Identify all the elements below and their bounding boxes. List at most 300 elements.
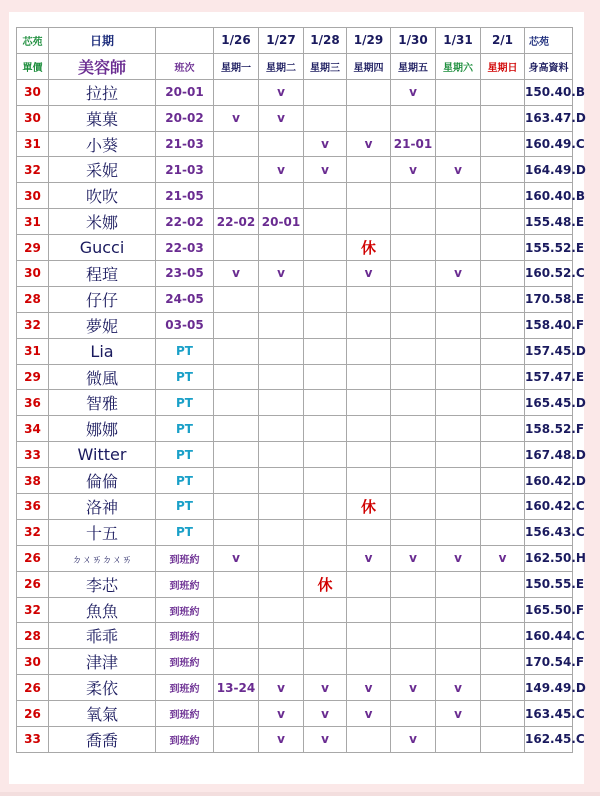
- beautician-name: 微風: [49, 364, 156, 390]
- day-cell: [481, 261, 525, 287]
- beautician-header: 美容師: [49, 53, 156, 79]
- height-data-cell: 163.45.C: [525, 701, 573, 727]
- day-cell: [214, 338, 259, 364]
- day-cell: [481, 338, 525, 364]
- day-cell: [391, 286, 436, 312]
- height-data-cell: 162.50.H: [525, 545, 573, 571]
- day-cell: [259, 545, 304, 571]
- shift-cell: PT: [156, 416, 214, 442]
- beautician-name: 氧氣: [49, 701, 156, 727]
- day-cell: v: [436, 261, 481, 287]
- beautician-name: 智雅: [49, 390, 156, 416]
- table-row: [17, 494, 573, 520]
- day-cell: v: [214, 261, 259, 287]
- table-row: [17, 442, 573, 468]
- day-cell: v: [347, 675, 391, 701]
- table-row: [17, 79, 573, 105]
- day-cell: [304, 416, 347, 442]
- day-cell: [436, 79, 481, 105]
- shift-cell: 21-03: [156, 157, 214, 183]
- day-cell: [391, 442, 436, 468]
- table-row: [17, 157, 573, 183]
- height-data-cell: 150.55.E: [525, 571, 573, 597]
- height-data-cell: 150.40.B: [525, 79, 573, 105]
- weekday-header: 星期一: [214, 53, 259, 79]
- weekday-header: 星期五: [391, 53, 436, 79]
- day-cell: v: [391, 157, 436, 183]
- day-cell: [436, 235, 481, 261]
- table-row: [17, 649, 573, 675]
- height-data-cell: 160.40.B: [525, 183, 573, 209]
- height-data-cell: 160.42.D: [525, 468, 573, 494]
- day-cell: v: [259, 701, 304, 727]
- shift-cell: 到班約: [156, 597, 214, 623]
- height-data-cell: 155.48.E: [525, 209, 573, 235]
- day-cell: v: [391, 79, 436, 105]
- day-cell: [436, 131, 481, 157]
- day-cell: [214, 649, 259, 675]
- day-cell: v: [259, 79, 304, 105]
- corner-bottom-label: 單價: [17, 53, 49, 79]
- beautician-name: 十五: [49, 519, 156, 545]
- price-cell: 33: [17, 727, 49, 753]
- day-cell: 休: [347, 494, 391, 520]
- day-cell: [304, 235, 347, 261]
- day-cell: [347, 416, 391, 442]
- shift-cell: 到班約: [156, 675, 214, 701]
- day-cell: [481, 157, 525, 183]
- date-header: 1/26: [214, 28, 259, 54]
- day-cell: [436, 209, 481, 235]
- price-cell: 31: [17, 338, 49, 364]
- day-cell: [481, 597, 525, 623]
- shift-cell: 到班約: [156, 623, 214, 649]
- day-cell: [214, 416, 259, 442]
- day-cell: [304, 442, 347, 468]
- day-cell: [304, 105, 347, 131]
- day-cell: [391, 183, 436, 209]
- day-cell: [481, 701, 525, 727]
- price-cell: 33: [17, 442, 49, 468]
- shift-cell: PT: [156, 364, 214, 390]
- table-row: [17, 131, 573, 157]
- day-cell: [436, 338, 481, 364]
- day-cell: [481, 649, 525, 675]
- day-cell: v: [259, 157, 304, 183]
- day-cell: [347, 209, 391, 235]
- day-cell: [259, 312, 304, 338]
- day-cell: v: [304, 157, 347, 183]
- day-cell: [436, 468, 481, 494]
- day-cell: [259, 571, 304, 597]
- price-cell: 32: [17, 597, 49, 623]
- height-data-cell: 160.49.C: [525, 131, 573, 157]
- price-cell: 36: [17, 494, 49, 520]
- day-cell: v: [436, 675, 481, 701]
- date-header: 1/27: [259, 28, 304, 54]
- day-cell: [214, 157, 259, 183]
- date-header: 1/31: [436, 28, 481, 54]
- height-data-cell: 163.47.D: [525, 105, 573, 131]
- shift-cell: 20-02: [156, 105, 214, 131]
- price-cell: 32: [17, 519, 49, 545]
- day-cell: [214, 494, 259, 520]
- day-cell: [259, 416, 304, 442]
- day-cell: [304, 519, 347, 545]
- day-cell: [214, 286, 259, 312]
- weekday-header: 星期日: [481, 53, 525, 79]
- day-cell: [391, 390, 436, 416]
- day-cell: [481, 79, 525, 105]
- table-row: [17, 545, 573, 571]
- date-header: 1/28: [304, 28, 347, 54]
- table-row: [17, 364, 573, 390]
- day-cell: [347, 79, 391, 105]
- beautician-name: 洛神: [49, 494, 156, 520]
- price-cell: 29: [17, 235, 49, 261]
- right-top-label: 芯苑: [525, 28, 573, 54]
- day-cell: 休: [347, 235, 391, 261]
- table-row: [17, 312, 573, 338]
- beautician-name: 小葵: [49, 131, 156, 157]
- day-cell: [304, 623, 347, 649]
- day-cell: [347, 727, 391, 753]
- price-cell: 30: [17, 105, 49, 131]
- day-cell: 休: [304, 571, 347, 597]
- date-header: 2/1: [481, 28, 525, 54]
- corner-top-label: 芯苑: [17, 28, 49, 54]
- day-cell: [481, 131, 525, 157]
- day-cell: [304, 545, 347, 571]
- shift-cell: 20-01: [156, 79, 214, 105]
- weekday-header: 星期三: [304, 53, 347, 79]
- header-blank: [156, 28, 214, 54]
- beautician-name: 津津: [49, 649, 156, 675]
- price-cell: 31: [17, 209, 49, 235]
- day-cell: [481, 623, 525, 649]
- day-cell: [481, 105, 525, 131]
- day-cell: [347, 597, 391, 623]
- weekday-header: 星期四: [347, 53, 391, 79]
- shift-cell: 到班約: [156, 545, 214, 571]
- day-cell: [259, 235, 304, 261]
- day-cell: [391, 701, 436, 727]
- beautician-name: 娜娜: [49, 416, 156, 442]
- date-header: 1/30: [391, 28, 436, 54]
- height-data-cell: 157.45.D: [525, 338, 573, 364]
- day-cell: [391, 571, 436, 597]
- price-cell: 34: [17, 416, 49, 442]
- day-cell: [391, 494, 436, 520]
- price-cell: 32: [17, 157, 49, 183]
- day-cell: [391, 235, 436, 261]
- shift-cell: 22-02: [156, 209, 214, 235]
- table-row: [17, 468, 573, 494]
- table-row: [17, 519, 573, 545]
- day-cell: [347, 442, 391, 468]
- table-row: [17, 261, 573, 287]
- day-cell: [391, 209, 436, 235]
- day-cell: [481, 468, 525, 494]
- day-cell: [259, 597, 304, 623]
- day-cell: [259, 338, 304, 364]
- day-cell: [259, 649, 304, 675]
- day-cell: [436, 597, 481, 623]
- table-row: [17, 105, 573, 131]
- day-cell: [347, 571, 391, 597]
- day-cell: v: [391, 545, 436, 571]
- table-row: [17, 727, 573, 753]
- day-cell: [304, 286, 347, 312]
- height-data-cell: 162.45.C: [525, 727, 573, 753]
- day-cell: [214, 442, 259, 468]
- day-cell: [391, 364, 436, 390]
- beautician-name: Witter: [49, 442, 156, 468]
- beautician-name: 菓菓: [49, 105, 156, 131]
- day-cell: [304, 261, 347, 287]
- height-data-cell: 156.43.C: [525, 519, 573, 545]
- day-cell: [436, 727, 481, 753]
- table-row: [17, 183, 573, 209]
- day-cell: [436, 623, 481, 649]
- weekday-header: 星期六: [436, 53, 481, 79]
- day-cell: v: [347, 545, 391, 571]
- beautician-name: 喬喬: [49, 727, 156, 753]
- day-cell: [304, 338, 347, 364]
- shift-cell: PT: [156, 442, 214, 468]
- day-cell: [347, 364, 391, 390]
- price-cell: 30: [17, 183, 49, 209]
- day-cell: v: [481, 545, 525, 571]
- height-data-cell: 165.45.D: [525, 390, 573, 416]
- day-cell: [436, 416, 481, 442]
- price-cell: 26: [17, 675, 49, 701]
- day-cell: [391, 649, 436, 675]
- day-cell: [481, 286, 525, 312]
- day-cell: [214, 701, 259, 727]
- day-cell: v: [436, 157, 481, 183]
- day-cell: [391, 623, 436, 649]
- day-cell: [347, 183, 391, 209]
- day-cell: [391, 105, 436, 131]
- day-cell: [347, 286, 391, 312]
- day-cell: [259, 183, 304, 209]
- height-data-cell: 160.42.C: [525, 494, 573, 520]
- day-cell: [259, 519, 304, 545]
- day-cell: [391, 468, 436, 494]
- day-cell: [259, 390, 304, 416]
- day-cell: [481, 209, 525, 235]
- day-cell: [436, 649, 481, 675]
- shift-cell: 到班約: [156, 571, 214, 597]
- beautician-name: 采妮: [49, 157, 156, 183]
- day-cell: [214, 364, 259, 390]
- beautician-name: 吹吹: [49, 183, 156, 209]
- day-cell: [304, 183, 347, 209]
- day-cell: 20-01: [259, 209, 304, 235]
- day-cell: [259, 468, 304, 494]
- day-cell: [391, 519, 436, 545]
- day-cell: [214, 235, 259, 261]
- beautician-name: 乖乖: [49, 623, 156, 649]
- day-cell: 21-01: [391, 131, 436, 157]
- day-cell: v: [259, 727, 304, 753]
- table-row: [17, 416, 573, 442]
- shift-header: 班次: [156, 53, 214, 79]
- day-cell: [347, 312, 391, 338]
- day-cell: [304, 364, 347, 390]
- day-cell: [391, 261, 436, 287]
- day-cell: [347, 338, 391, 364]
- price-cell: 38: [17, 468, 49, 494]
- day-cell: [214, 183, 259, 209]
- day-cell: [481, 494, 525, 520]
- day-cell: v: [391, 675, 436, 701]
- day-cell: [347, 390, 391, 416]
- day-cell: 22-02: [214, 209, 259, 235]
- day-cell: [436, 286, 481, 312]
- day-cell: v: [347, 261, 391, 287]
- beautician-name: 仔仔: [49, 286, 156, 312]
- day-cell: v: [259, 105, 304, 131]
- day-cell: [214, 571, 259, 597]
- day-cell: [259, 442, 304, 468]
- day-cell: [214, 597, 259, 623]
- table-row: [17, 235, 573, 261]
- beautician-name: 夢妮: [49, 312, 156, 338]
- price-cell: 31: [17, 131, 49, 157]
- day-cell: v: [304, 727, 347, 753]
- shift-cell: PT: [156, 338, 214, 364]
- day-cell: [391, 416, 436, 442]
- day-cell: [347, 105, 391, 131]
- day-cell: [214, 519, 259, 545]
- day-cell: [347, 519, 391, 545]
- day-cell: [304, 79, 347, 105]
- beautician-name: 李芯: [49, 571, 156, 597]
- table-row: [17, 623, 573, 649]
- price-cell: 29: [17, 364, 49, 390]
- day-cell: [391, 597, 436, 623]
- shift-cell: PT: [156, 519, 214, 545]
- day-cell: [259, 364, 304, 390]
- day-cell: [481, 727, 525, 753]
- day-cell: [304, 209, 347, 235]
- beautician-name: ㄉㄨㄞㄉㄨㄞ: [49, 545, 156, 571]
- day-cell: [347, 649, 391, 675]
- day-cell: [214, 468, 259, 494]
- shift-cell: 23-05: [156, 261, 214, 287]
- day-cell: [436, 312, 481, 338]
- day-cell: [304, 312, 347, 338]
- beautician-name: 米娜: [49, 209, 156, 235]
- table-row: [17, 338, 573, 364]
- shift-cell: 到班約: [156, 649, 214, 675]
- table-row: [17, 675, 573, 701]
- day-cell: [391, 312, 436, 338]
- day-cell: [481, 235, 525, 261]
- price-cell: 28: [17, 286, 49, 312]
- price-cell: 26: [17, 545, 49, 571]
- day-cell: v: [304, 701, 347, 727]
- shift-cell: PT: [156, 494, 214, 520]
- shift-cell: PT: [156, 468, 214, 494]
- day-cell: [436, 390, 481, 416]
- shift-cell: 22-03: [156, 235, 214, 261]
- price-cell: 28: [17, 623, 49, 649]
- beautician-name: 拉拉: [49, 79, 156, 105]
- day-cell: [436, 442, 481, 468]
- height-data-cell: 160.44.C: [525, 623, 573, 649]
- date-title: 日期: [49, 28, 156, 54]
- day-cell: [214, 390, 259, 416]
- day-cell: [481, 519, 525, 545]
- weekday-header: 星期二: [259, 53, 304, 79]
- day-cell: v: [214, 105, 259, 131]
- day-cell: v: [304, 131, 347, 157]
- beautician-name: 程瑄: [49, 261, 156, 287]
- table-row: [17, 209, 573, 235]
- day-cell: [481, 675, 525, 701]
- bottom-bar: [0, 792, 600, 796]
- day-cell: [481, 442, 525, 468]
- day-cell: [436, 571, 481, 597]
- height-data-header: 身高資料: [525, 53, 573, 79]
- height-data-cell: 155.52.E: [525, 235, 573, 261]
- height-data-cell: 170.54.F: [525, 649, 573, 675]
- day-cell: [481, 364, 525, 390]
- day-cell: [481, 571, 525, 597]
- day-cell: [214, 131, 259, 157]
- table-row: [17, 571, 573, 597]
- beautician-name: 柔依: [49, 675, 156, 701]
- day-cell: v: [391, 727, 436, 753]
- shift-cell: PT: [156, 390, 214, 416]
- day-cell: [259, 623, 304, 649]
- day-cell: [259, 494, 304, 520]
- day-cell: [304, 649, 347, 675]
- day-cell: [214, 312, 259, 338]
- shift-cell: 24-05: [156, 286, 214, 312]
- beautician-name: Gucci: [49, 235, 156, 261]
- day-cell: [347, 157, 391, 183]
- beautician-name: 倫倫: [49, 468, 156, 494]
- schedule-table: [16, 27, 586, 753]
- price-cell: 36: [17, 390, 49, 416]
- day-cell: v: [347, 701, 391, 727]
- header-row-dates: [17, 28, 573, 54]
- price-cell: 26: [17, 701, 49, 727]
- day-cell: [304, 390, 347, 416]
- day-cell: [304, 597, 347, 623]
- shift-cell: 21-03: [156, 131, 214, 157]
- price-cell: 30: [17, 79, 49, 105]
- shift-cell: 21-05: [156, 183, 214, 209]
- day-cell: [481, 416, 525, 442]
- shift-cell: 03-05: [156, 312, 214, 338]
- day-cell: [214, 623, 259, 649]
- day-cell: v: [259, 261, 304, 287]
- table-row: [17, 390, 573, 416]
- day-cell: v: [259, 675, 304, 701]
- height-data-cell: 167.48.D: [525, 442, 573, 468]
- day-cell: [436, 519, 481, 545]
- height-data-cell: 170.58.E: [525, 286, 573, 312]
- height-data-cell: 165.50.F: [525, 597, 573, 623]
- day-cell: [436, 364, 481, 390]
- day-cell: [304, 468, 347, 494]
- day-cell: [347, 468, 391, 494]
